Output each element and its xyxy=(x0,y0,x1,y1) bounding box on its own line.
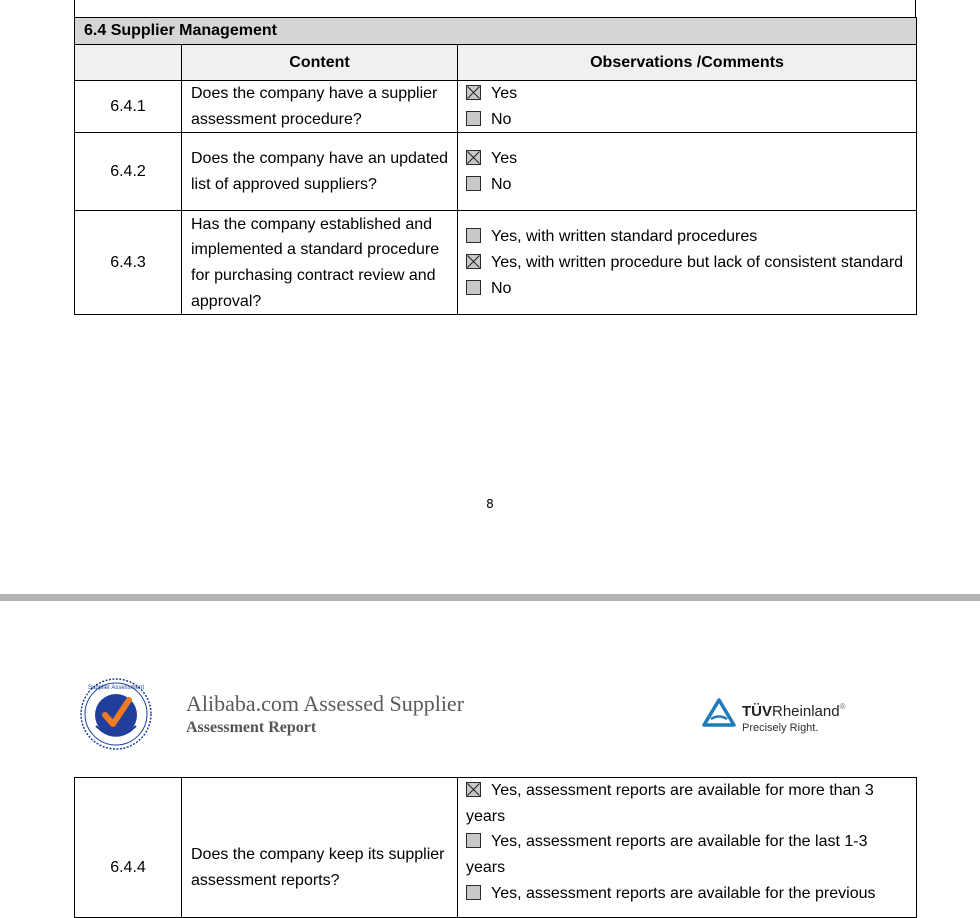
item-number: 6.4.1 xyxy=(75,81,182,133)
checkbox-empty-icon[interactable] xyxy=(466,885,481,900)
option-yes[interactable]: Yes xyxy=(466,146,908,172)
checkbox-checked-icon[interactable] xyxy=(466,85,481,100)
item-question: Does the company have a supplier assessment procedure? xyxy=(182,81,458,133)
document-page-9 xyxy=(0,601,980,906)
option-no[interactable]: No xyxy=(466,172,908,198)
option-last-1-3-years[interactable]: Yes, assessment reports are available for the last 1-3 years xyxy=(466,833,868,877)
report-header-title: Alibaba.com Assessed Supplier xyxy=(186,691,465,716)
table-row xyxy=(75,211,917,315)
checkbox-checked-icon[interactable] xyxy=(466,254,481,269)
column-header-observations: Observations /Comments xyxy=(458,45,917,81)
supplier-assessment-badge-icon xyxy=(80,678,152,750)
section-header-row xyxy=(75,18,917,45)
checkbox-empty-icon[interactable] xyxy=(466,111,481,126)
option-written-standard[interactable]: Yes, with written standard procedures xyxy=(466,224,908,250)
item-question: Does the company have an updated list of approved suppliers? xyxy=(182,133,458,211)
svg-text:Supplier Assessment: Supplier Assessment xyxy=(87,685,145,691)
tuv-brand-name: TÜVRheinland® xyxy=(742,702,846,720)
checkbox-empty-icon[interactable] xyxy=(466,280,481,295)
observation-options xyxy=(458,211,917,315)
observation-options xyxy=(458,133,917,211)
table-row xyxy=(75,778,917,918)
option-written-lacking-consistency[interactable]: Yes, with written procedure but lack of consistent standard xyxy=(466,250,908,276)
checkbox-checked-icon[interactable] xyxy=(466,782,481,797)
item-question: Has the company established and implemented a standard procedure for purchasing contract review and approval? xyxy=(182,211,458,315)
page-number: 8 xyxy=(486,497,494,511)
tuv-rheinland-logo xyxy=(702,696,872,742)
previous-table-continuation xyxy=(74,0,916,17)
table-row xyxy=(75,133,917,211)
report-header-subtitle: Assessment Report xyxy=(186,719,317,736)
option-no[interactable]: No xyxy=(466,276,908,302)
item-number: 6.4.2 xyxy=(75,133,182,211)
column-header-row xyxy=(75,45,917,81)
observation-options xyxy=(458,778,917,918)
item-number: 6.4.4 xyxy=(75,778,182,918)
supplier-management-table xyxy=(74,17,917,315)
option-yes[interactable]: Yes xyxy=(466,81,908,107)
table-row xyxy=(75,81,917,133)
item-question: Does the company keep its supplier assessment reports? xyxy=(182,778,458,918)
tuv-triangle-icon xyxy=(702,698,736,728)
option-previous[interactable]: Yes, assessment reports are available for the previous xyxy=(466,881,908,907)
checkbox-checked-icon[interactable] xyxy=(466,150,481,165)
observation-options xyxy=(458,81,917,133)
column-header-content: Content xyxy=(182,45,458,81)
checkbox-empty-icon[interactable] xyxy=(466,228,481,243)
item-number: 6.4.3 xyxy=(75,211,182,315)
supplier-management-table-continued xyxy=(74,777,917,918)
checkbox-empty-icon[interactable] xyxy=(466,833,481,848)
checkbox-empty-icon[interactable] xyxy=(466,176,481,191)
column-header-number xyxy=(75,45,182,81)
section-title: 6.4 Supplier Management xyxy=(75,18,917,45)
page-separator xyxy=(0,594,980,601)
option-more-than-3-years[interactable]: Yes, assessment reports are available for more than 3 years xyxy=(466,782,874,825)
option-no[interactable]: No xyxy=(466,107,908,133)
tuv-tagline: Precisely Right. xyxy=(742,722,819,734)
